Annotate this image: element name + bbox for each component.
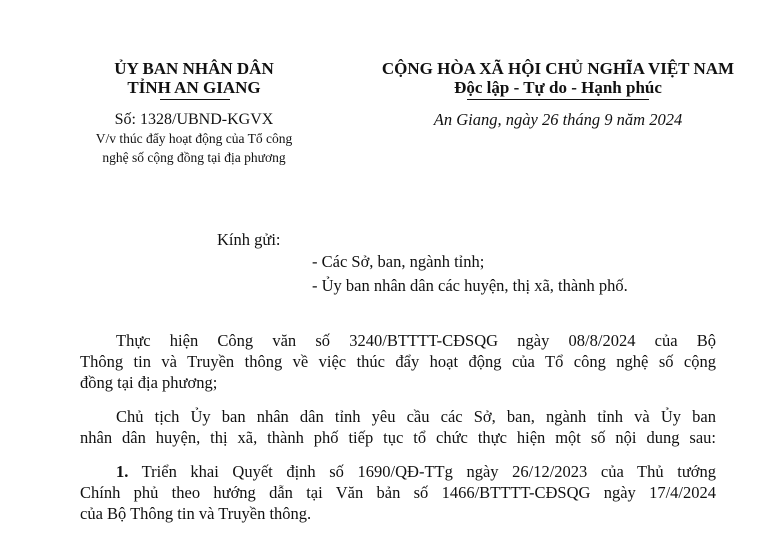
- org-divider: [160, 99, 230, 100]
- body-paragraph-2: [80, 406, 716, 448]
- paragraph-line: Chủ tịch Ủy ban nhân dân tỉnh yêu cầu các Sở, ban, ngành tỉnh và Ủy ban: [116, 407, 716, 426]
- country-name: CỘNG HÒA XÃ HỘI CHỦ NGHĨA VIỆT NAM: [381, 59, 735, 78]
- paragraph-line: Thông tin và Truyền thông về việc thúc đẩy hoạt động của Tổ công nghệ số cộng: [80, 352, 716, 371]
- org-name-line2: TỈNH AN GIANG: [127, 78, 261, 97]
- place-date: An Giang, ngày 26 tháng 9 năm 2024: [433, 110, 683, 129]
- body-paragraph-3: [80, 461, 716, 524]
- paragraph-line: Thực hiện Công văn số 3240/BTTTT-CĐSQG ngày 08/8/2024 của Bộ: [116, 331, 716, 350]
- recipients-label: Kính gửi:: [217, 230, 281, 249]
- national-motto: Độc lập - Tự do - Hạnh phúc: [454, 78, 662, 97]
- item-number: 1.: [116, 462, 129, 481]
- org-name-line1: ỦY BAN NHÂN DÂN: [114, 59, 274, 78]
- recipient-item: - Ủy ban nhân dân các huyện, thị xã, thành phố.: [312, 276, 628, 295]
- paragraph-line: đồng tại địa phương;: [80, 373, 218, 392]
- document-number: Số: 1328/UBND-KGVX: [114, 111, 274, 128]
- paragraph-line: của Bộ Thông tin và Truyền thông.: [80, 504, 312, 523]
- recipient-item: - Các Sở, ban, ngành tỉnh;: [312, 252, 485, 271]
- paragraph-line: [80, 461, 716, 482]
- paragraph-line: nhân dân huyện, thị xã, thành phố tiếp tục tổ chức thực hiện một số nội dung sau:: [80, 428, 716, 447]
- body-paragraph-1: [80, 330, 716, 393]
- motto-divider: [467, 99, 649, 100]
- subject-line2: nghệ số cộng đồng tại địa phương: [102, 150, 286, 165]
- paragraph-line: Chính phủ theo hướng dẫn tại Văn bản số 1466/BTTTT-CĐSQG ngày 17/4/2024: [80, 483, 716, 502]
- paragraph-line-text: Triển khai Quyết định số 1690/QĐ-TTg ngày 26/12/2023 của Thủ tướng: [128, 462, 716, 481]
- subject-line1: V/v thúc đẩy hoạt động của Tổ công: [95, 131, 293, 146]
